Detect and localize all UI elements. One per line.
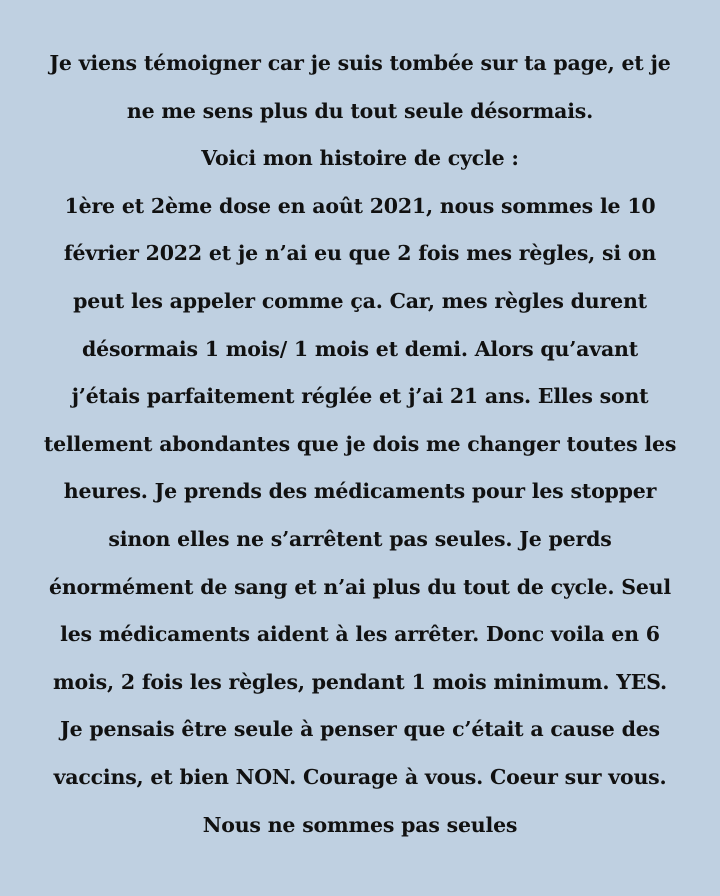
testimony-line-6: peut les appeler comme ça. Car, mes règles durent: [73, 288, 647, 313]
testimony-line-8: j’étais parfaitement réglée et j’ai 21 ans. Elles sont: [71, 384, 649, 409]
testimony-line-13: les médicaments aident à les arrêter. Donc voila en 6: [60, 622, 660, 647]
testimony-line-12: énormément de sang et n’ai plus du tout de cycle. Seul: [49, 574, 671, 599]
testimony-line-10: heures. Je prends des médicaments pour les stopper: [63, 479, 657, 504]
testimony-line-11: sinon elles ne s’arrêtent pas seules. Je perds: [108, 526, 612, 551]
testimony-line-4: 1ère et 2ème dose en août 2021, nous sommes le 10: [64, 193, 656, 218]
testimony-line-3: Voici mon histoire de cycle :: [201, 146, 519, 171]
testimony-line-1: Je viens témoigner car je suis tombée sur ta page, et je: [49, 51, 671, 75]
testimony-line-7: désormais 1 mois/ 1 mois et demi. Alors qu’avant: [81, 336, 639, 361]
testimony-line-5: février 2022 et je n’ai eu que 2 fois mes règles, si on: [63, 241, 657, 266]
testimony-line-9: tellement abondantes que je dois me changer toutes les: [43, 431, 677, 456]
testimony-line-14: mois, 2 fois les règles, pendant 1 mois minimum. YES.: [53, 669, 667, 694]
testimony-line-2: ne me sens plus du tout seule désormais.: [126, 98, 594, 123]
testimony-line-17: Nous ne sommes pas seules: [202, 812, 518, 837]
testimony-line-16: vaccins, et bien NON. Courage à vous. Coeur sur vous.: [53, 764, 667, 789]
testimony-line-15: Je pensais être seule à penser que c’était a cause des: [60, 717, 660, 742]
testimony-text: [20, 40, 700, 849]
